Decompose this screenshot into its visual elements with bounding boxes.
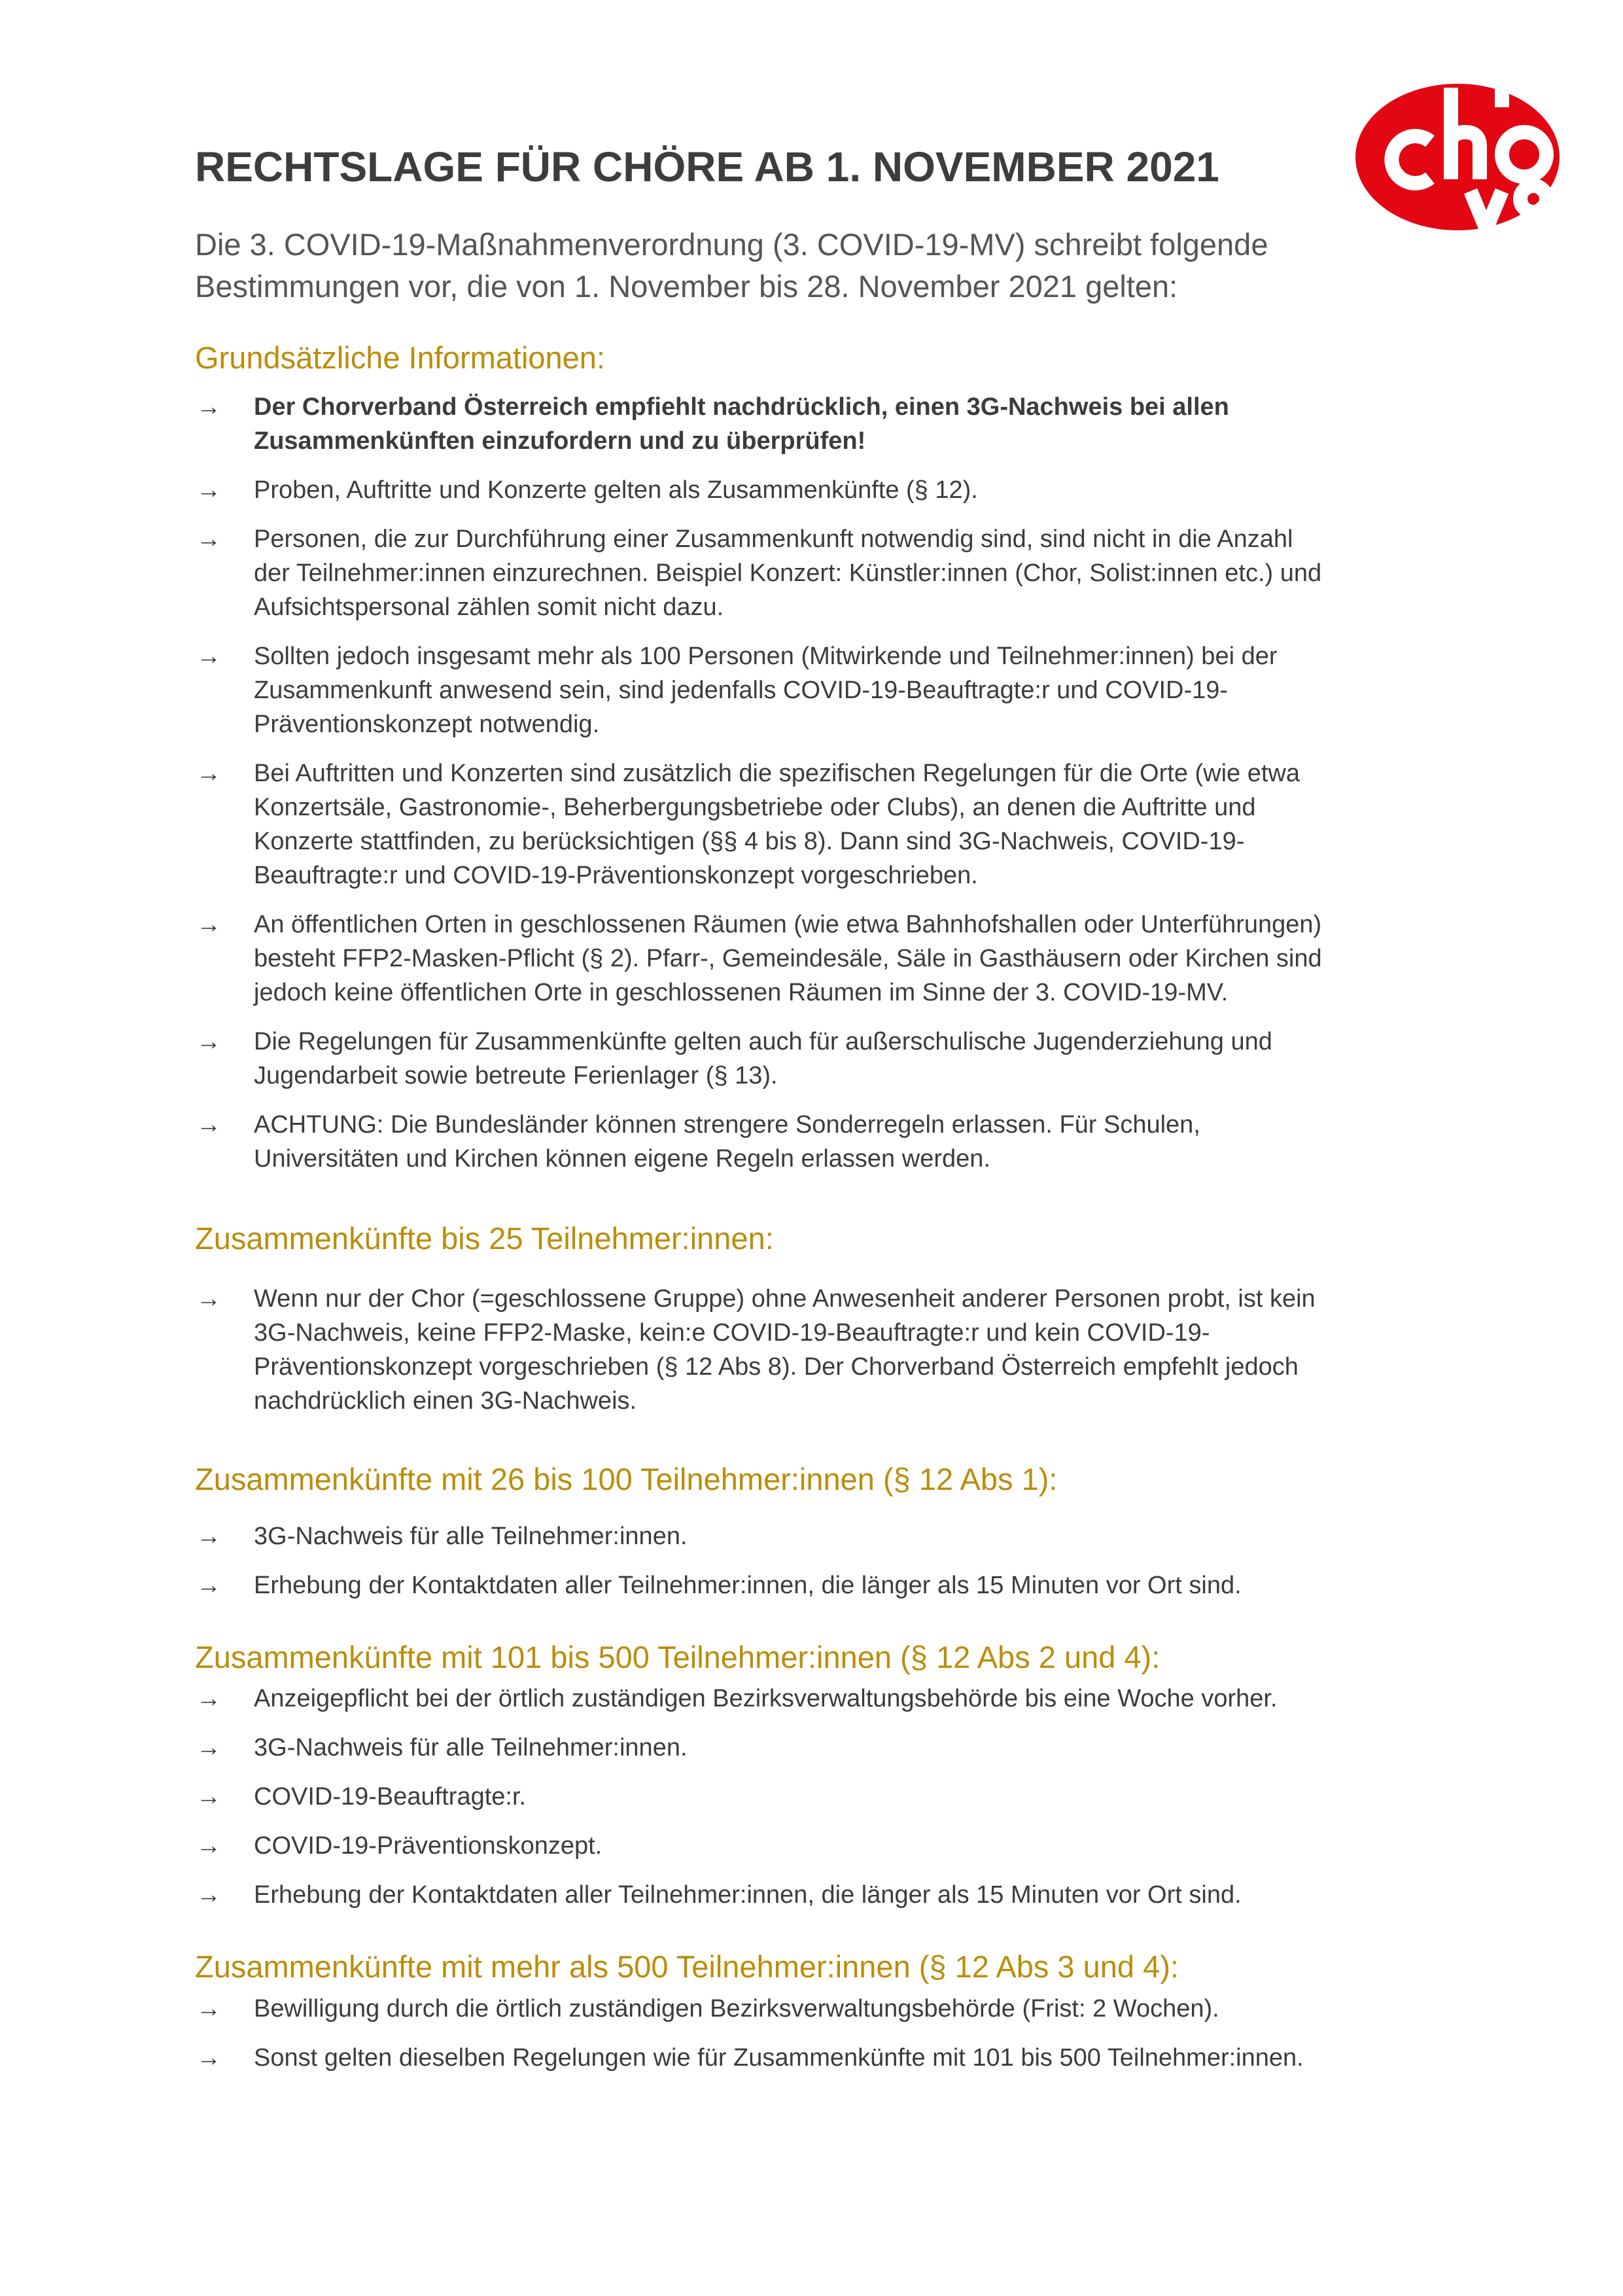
list-item-line: der Teilnehmer:innen einzurechnen. Beispiel Konzert: Künstler:innen (Chor, Solist:innen etc.) und [254,559,1322,587]
arrow-right-icon: → [196,1028,221,1055]
list-item [195,639,1451,741]
list-item-line: Präventionskonzept notwendig. [254,711,600,738]
list-item [195,1682,1451,1716]
section [195,1946,1451,2075]
arrow-right-icon: → [196,643,221,670]
section-heading: Zusammenkünfte mit 26 bis 100 Teilnehmer:innen (§ 12 Abs 1): [195,1462,1058,1496]
arrow-right-icon: → [196,1523,221,1550]
list-item-line: 3G-Nachweis, keine FFP2-Maske, kein:e COVID-19-Beauftragte:r und kein COVID-19- [254,1319,1210,1347]
bullet-list [195,1282,1451,1418]
chorverband-logo [1353,81,1562,233]
list-item [195,1992,1451,2026]
list-item-line: ACHTUNG: Die Bundesländer können strengere Sonderregeln erlassen. Für Schulen, [254,1111,1200,1139]
bullet-list [195,1992,1451,2075]
section [195,1458,1451,1602]
list-item-line: COVID-19-Präventionskonzept. [254,1832,602,1860]
document-body [195,337,1451,2075]
list-item-line: Anzeigepflicht bei der örtlich zuständigen Bezirksverwaltungsbehörde bis eine Woche vorher. [254,1685,1278,1712]
arrow-right-icon: → [196,1111,221,1139]
intro-line: Bestimmungen vor, die von 1. November bis 28. November 2021 gelten: [195,269,1178,304]
list-item [195,1568,1451,1602]
list-item [195,756,1451,892]
arrow-right-icon: → [196,525,221,553]
section-heading: Zusammenkünfte bis 25 Teilnehmer:innen: [195,1221,774,1256]
arrow-right-icon: → [196,1881,221,1909]
list-item-line: Erhebung der Kontaktdaten aller Teilnehmer:innen, die länger als 15 Minuten vor Ort sind. [254,1572,1242,1599]
section [195,1636,1451,1912]
section [195,337,1451,1176]
arrow-right-icon: → [196,1572,221,1599]
bullet-list [195,390,1451,1176]
arrow-right-icon: → [196,2044,221,2072]
bullet-list [195,1519,1451,1602]
intro-paragraph [195,224,1425,308]
list-item-line: Zusammenkünften einzufordern und zu überprüfen! [254,427,866,455]
list-item [195,908,1451,1010]
list-item-line: Bei Auftritten und Konzerten sind zusätzlich die spezifischen Regelungen für die Orte (wie etwa [254,760,1300,787]
list-item [195,522,1451,624]
list-item-line: Universitäten und Kirchen können eigene Regeln erlassen werden. [254,1145,990,1173]
arrow-right-icon: → [196,476,221,504]
list-item-line: 3G-Nachweis für alle Teilnehmer:innen. [254,1523,688,1550]
list-item-line: Personen, die zur Durchführung einer Zusammenkunft notwendig sind, sind nicht in die Anzahl [254,525,1293,553]
list-item-line: Sonst gelten dieselben Regelungen wie für Zusammenkünfte mit 101 bis 500 Teilnehmer:innen. [254,2044,1304,2072]
list-item-line: Der Chorverband Österreich empfiehlt nachdrücklich, einen 3G-Nachweis bei allen [254,393,1229,421]
list-item [195,1780,1451,1814]
list-item-line: Sollten jedoch insgesamt mehr als 100 Personen (Mitwirkende und Teilnehmer:innen) bei der [254,643,1278,670]
section [195,1218,1451,1418]
list-item-line: Bewilligung durch die örtlich zuständigen Bezirksverwaltungsbehörde (Frist: 2 Wochen). [254,1995,1219,2022]
list-item [195,1878,1451,1912]
bullet-list [195,1682,1451,1912]
list-item-line: Aufsichtspersonal zählen somit nicht dazu. [254,593,724,621]
list-item-line: Wenn nur der Chor (=geschlossene Gruppe) ohne Anwesenheit anderer Personen probt, ist kein [254,1285,1316,1313]
arrow-right-icon: → [196,1685,221,1712]
arrow-right-icon: → [196,1285,221,1313]
list-item-line: Die Regelungen für Zusammenkünfte gelten auch für außerschulische Jugenderziehung und [254,1028,1272,1055]
section-heading: Grundsätzliche Informationen: [195,340,605,375]
list-item-line: Präventionskonzept vorgeschrieben (§ 12 Abs 8). Der Chorverband Österreich empfehlt jedoch [254,1353,1299,1381]
arrow-right-icon: → [196,760,221,787]
list-item-line: besteht FFP2-Masken-Pflicht (§ 2). Pfarr-, Gemeindesäle, Säle in Gasthäusern oder Kirchen sind [254,945,1322,972]
list-item [195,1282,1451,1418]
list-item [195,1829,1451,1863]
arrow-right-icon: → [196,1832,221,1860]
list-item [195,1108,1451,1176]
arrow-right-icon: → [196,1783,221,1810]
list-item-line: Konzerte stattfinden, zu berücksichtigen (§§ 4 bis 8). Dann sind 3G-Nachweis, COVID-19- [254,828,1245,855]
list-item [195,1519,1451,1553]
list-item [195,390,1451,458]
intro-line: Die 3. COVID-19-Maßnahmenverordnung (3. COVID-19-MV) schreibt folgende [195,227,1268,262]
list-item-line: An öffentlichen Orten in geschlossenen Räumen (wie etwa Bahnhofshallen oder Unterführungen) [254,911,1322,938]
list-item-line: Proben, Auftritte und Konzerte gelten als Zusammenkünfte (§ 12). [254,476,978,504]
section-heading: Zusammenkünfte mit mehr als 500 Teilnehmer:innen (§ 12 Abs 3 und 4): [195,1949,1179,1984]
list-item [195,2041,1451,2075]
list-item-line: COVID-19-Beauftragte:r. [254,1783,527,1810]
list-item-line: 3G-Nachweis für alle Teilnehmer:innen. [254,1734,688,1761]
list-item-line: Erhebung der Kontaktdaten aller Teilnehmer:innen, die länger als 15 Minuten vor Ort sind. [254,1881,1242,1909]
list-item [195,1731,1451,1765]
arrow-right-icon: → [196,1995,221,2022]
arrow-right-icon: → [196,911,221,938]
list-item-line: Beauftragte:r und COVID-19-Präventionskonzept vorgeschrieben. [254,862,978,889]
section-heading: Zusammenkünfte mit 101 bis 500 Teilnehmer:innen (§ 12 Abs 2 und 4): [195,1640,1161,1674]
list-item-line: Jugendarbeit sowie betreute Ferienlager (§ 13). [254,1062,778,1089]
page-title: RECHTSLAGE FÜR CHÖRE AB 1. NOVEMBER 2021 [195,143,1219,190]
list-item [195,1025,1451,1093]
list-item-line: Konzertsäle, Gastronomie-, Beherbergungsbetriebe oder Clubs), an denen die Auftritte und [254,794,1256,821]
arrow-right-icon: → [196,1734,221,1761]
list-item-line: Zusammenkunft anwesend sein, sind jedenfalls COVID-19-Beauftragte:r und COVID-19- [254,677,1229,704]
arrow-right-icon: → [196,393,221,421]
list-item-line: jedoch keine öffentlichen Orte in geschlossenen Räumen im Sinne der 3. COVID-19-MV. [254,979,1229,1006]
list-item-line: nachdrücklich einen 3G-Nachweis. [254,1387,637,1415]
list-item [195,473,1451,507]
